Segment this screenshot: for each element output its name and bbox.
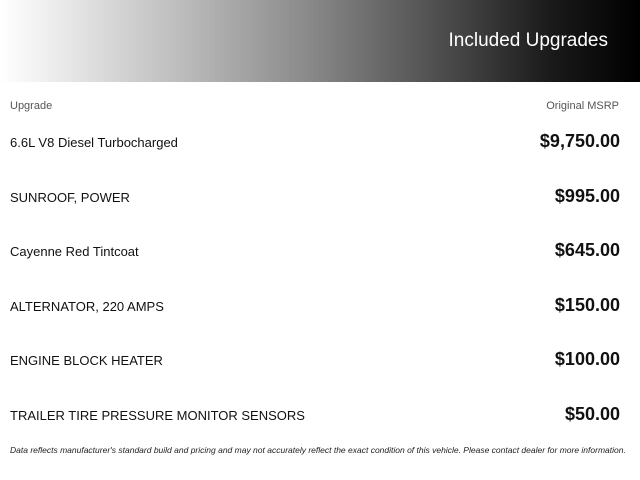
upgrade-name: 6.6L V8 Diesel Turbocharged xyxy=(10,135,178,150)
upgrade-name: ALTERNATOR, 220 AMPS xyxy=(10,298,164,314)
upgrade-row xyxy=(10,289,620,344)
column-header-upgrade: Upgrade xyxy=(10,100,53,112)
upgrade-row xyxy=(10,125,620,180)
upgrade-row xyxy=(10,180,620,235)
upgrade-row xyxy=(10,398,620,453)
upgrade-name: ENGINE BLOCK HEATER xyxy=(10,353,163,368)
page-title: Included Upgrades xyxy=(448,30,608,51)
upgrade-name: TRAILER TIRE PRESSURE MONITOR SENSORS xyxy=(10,407,305,423)
upgrade-price: $995.00 xyxy=(554,185,620,206)
upgrade-price: $50.00 xyxy=(564,403,620,424)
upgrade-row xyxy=(10,234,620,289)
column-header-msrp: Original MSRP xyxy=(546,100,619,112)
upgrade-price: $645.00 xyxy=(554,240,620,260)
upgrade-price: $9,750.00 xyxy=(539,131,620,151)
upgrade-name: SUNROOF, POWER xyxy=(10,189,130,205)
disclaimer-text: Data reflects manufacturer's standard build and pricing and may not accurately reflect the exact condition of this vehicle. Please contact dealer for more information. xyxy=(10,445,626,455)
upgrade-row xyxy=(10,343,620,398)
upgrade-price: $100.00 xyxy=(554,349,620,369)
column-headers xyxy=(10,100,619,114)
header-banner xyxy=(0,0,640,82)
upgrade-price: $150.00 xyxy=(554,294,620,315)
upgrade-name: Cayenne Red Tintcoat xyxy=(10,244,139,259)
upgrade-list xyxy=(10,125,620,452)
